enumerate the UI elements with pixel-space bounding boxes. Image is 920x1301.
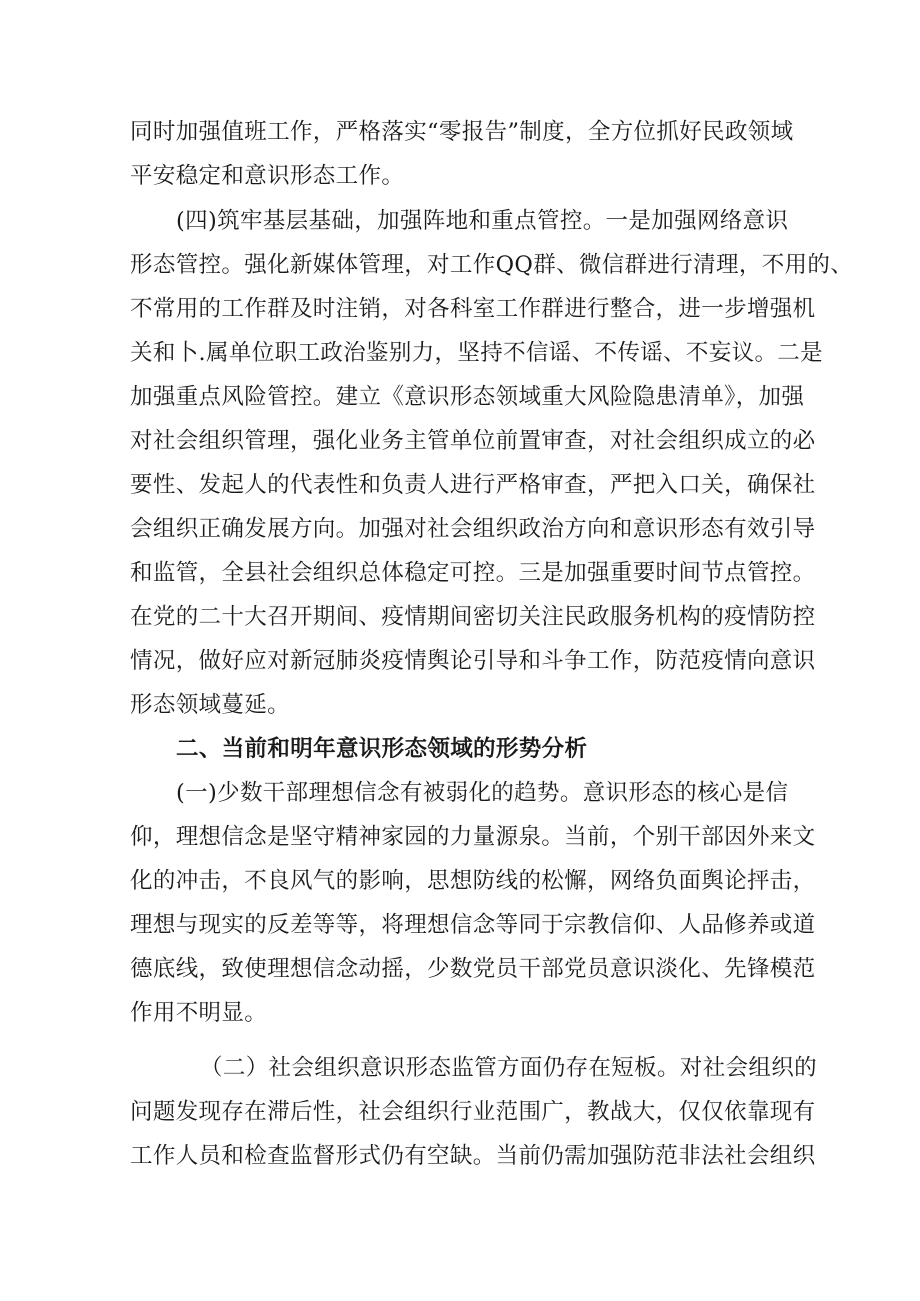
- body-text-line: 形态管控。强化新媒体管理，对工作QQ群、微信群进行清理，不用的、: [130, 252, 854, 278]
- section-heading: 二、当前和明年意识形态领域的形势分析: [176, 736, 588, 762]
- paragraph-start-line: (四)筑牢基层基础，加强阵地和重点管控。一是加强网络意识: [176, 208, 789, 234]
- body-text-line: 在党的二十大召开期间、疫情期间密切关注民政服务机构的疫情防控: [130, 604, 816, 630]
- body-text-line: 仰，理想信念是坚守精神家园的力量源泉。当前，个别干部因外来文: [130, 824, 816, 850]
- body-text-line: 要性、发起人的代表性和负责人进行严格审查，严把入口关，确保社: [130, 472, 816, 498]
- body-text-line: 工作人员和检查监督形式仍有空缺。当前仍需加强防范非法社会组织: [130, 1143, 816, 1169]
- body-text-line: 对社会组织管理，强化业务主管单位前置审查，对社会组织成立的必: [130, 428, 816, 454]
- body-text-line: 和监管，全县社会组织总体稳定可控。三是加强重要时间节点管控。: [130, 560, 816, 586]
- paragraph-start-line: (一)少数干部理想信念有被弱化的趋势。意识形态的核心是信: [176, 780, 789, 806]
- paragraph-start-line: （二）社会组织意识形态监管方面仍存在短板。对社会组织的: [200, 1055, 817, 1081]
- body-text-line: 德底线，致使理想信念动摇，少数党员干部党员意识淡化、先锋模范: [130, 956, 816, 982]
- body-text-line: 不常用的工作群及时注销，对各科室工作群进行整合，进一步增强机: [130, 296, 816, 322]
- body-text-line: 会组织正确发展方向。加强对社会组织政治方向和意识形态有效引导: [130, 516, 816, 542]
- body-text-line: 形态领域蔓延。: [130, 692, 290, 718]
- body-text-line: 加强重点风险管控。建立《意识形态领域重大风险隐患清单》，加强: [130, 384, 805, 410]
- body-text-line: 情况，做好应对新冠肺炎疫情舆论引导和斗争工作，防范疫情向意识: [130, 648, 816, 674]
- body-text-line: 化的冲击，不良风气的影响，思想防线的松懈，网络负面舆论抨击，: [130, 868, 816, 894]
- body-text-line: 同时加强值班工作，严格落实“零报告”制度，全方位抓好民政领域: [130, 119, 794, 145]
- body-text-line: 作用不明显。: [130, 1000, 268, 1026]
- body-text-line: 平安稳定和意识形态工作。: [130, 163, 405, 189]
- body-text-line: 问题发现存在滞后性，社会组织行业范围广，教战大，仅仅依靠现有: [130, 1099, 816, 1125]
- body-text-line: 关和卜.属单位职工政治鉴别力，坚持不信谣、不传谣、不妄议。二是: [130, 340, 824, 366]
- body-text-line: 理想与现实的反差等等，将理想信念等同于宗教信仰、人品修养或道: [130, 912, 816, 938]
